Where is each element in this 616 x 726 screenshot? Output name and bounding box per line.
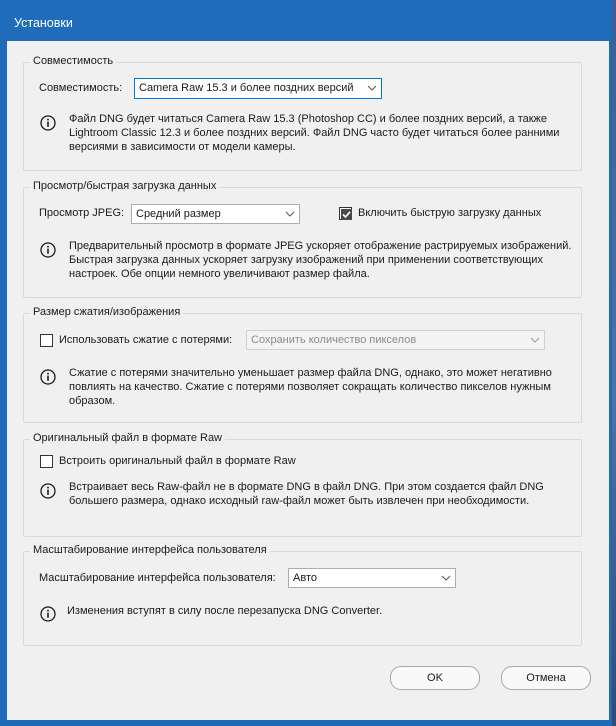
title-bar[interactable] xyxy=(0,0,612,40)
compatibility-select[interactable] xyxy=(134,78,382,99)
checkmark-icon xyxy=(340,208,353,221)
dialog-title: Установки xyxy=(14,16,73,30)
info-icon xyxy=(40,115,56,131)
info-icon xyxy=(40,483,56,499)
ui-scaling-select[interactable] xyxy=(288,568,456,588)
ui-scaling-label: Масштабирование интерфейса пользователя: xyxy=(39,572,276,584)
compatibility-group xyxy=(23,55,582,171)
info-icon xyxy=(40,369,56,385)
compatibility-label: Совместимость: xyxy=(39,82,123,94)
compression-group xyxy=(23,306,582,423)
compatibility-group-label: Совместимость xyxy=(30,55,116,67)
chevron-down-icon xyxy=(367,82,377,94)
compatibility-description xyxy=(69,112,559,154)
fast-load-label[interactable]: Включить быструю загрузку данных xyxy=(358,207,542,219)
compression-description xyxy=(69,366,552,408)
ok-button[interactable]: OK xyxy=(390,666,480,690)
compression-info-line: Сжатие с потерями значительно уменьшает размер файла DNG, однако, это может негативно xyxy=(69,367,552,379)
preview-info-line: Быстрая загрузка данных ускоряет загрузку изображений при применении соответствующих xyxy=(69,254,543,266)
chevron-down-icon xyxy=(285,208,295,220)
ui-scaling-description xyxy=(67,604,382,618)
lossy-compression-checkbox[interactable] xyxy=(40,334,53,347)
cancel-button[interactable]: Отмена xyxy=(501,666,591,690)
lossy-compression-label[interactable]: Использовать сжатие с потерями: xyxy=(59,334,233,346)
ui-scaling-info-line: Изменения вступят в силу после перезапуска DNG Converter. xyxy=(67,605,383,617)
preview-group xyxy=(23,180,582,298)
preview-group-label: Просмотр/быстрая загрузка данных xyxy=(30,180,219,192)
original-raw-group xyxy=(23,432,582,537)
info-icon xyxy=(40,242,56,258)
jpeg-preview-select-value: Средний размер xyxy=(136,208,221,220)
preview-info-line: настроек. Обе опции немного увеличивают размер файла. xyxy=(69,268,370,280)
preview-description xyxy=(69,239,571,281)
compatibility-info-line: Файл DNG будет читаться Camera Raw 15.3 (Photoshop CC) и более поздних версий, а также xyxy=(69,113,548,125)
original-raw-info-line: Встраивает весь Raw-файл не в формате DNG в файл DNG. При этом создается файл DNG xyxy=(69,481,544,493)
preview-info-line: Предварительный просмотр в формате JPEG ускоряет отображение растрируемых изображений. xyxy=(69,240,572,252)
compatibility-select-value: Camera Raw 15.3 и более поздних версий xyxy=(139,82,354,94)
ui-scaling-group-label: Масштабирование интерфейса пользователя xyxy=(30,544,270,556)
ui-scaling-group xyxy=(23,544,582,646)
compression-group-label: Размер сжатия/изображения xyxy=(30,306,183,318)
compatibility-info-line: версиями в зависимости от модели камеры. xyxy=(69,141,296,153)
dialog-client-area xyxy=(7,41,609,720)
compatibility-info-line: Lightroom Classic 12.3 и более поздних версий. Файл DNG часто будет читаться более ранними xyxy=(69,127,560,139)
chevron-down-icon xyxy=(530,334,540,346)
info-icon xyxy=(40,606,56,622)
pixel-count-select-value: Сохранить количество пикселов xyxy=(251,334,417,346)
original-raw-group-label: Оригинальный файл в формате Raw xyxy=(30,432,225,444)
chevron-down-icon xyxy=(441,572,451,584)
fast-load-checkbox[interactable] xyxy=(339,207,352,220)
jpeg-preview-select[interactable] xyxy=(131,204,300,224)
embed-original-label[interactable]: Встроить оригинальный файл в формате Raw xyxy=(59,455,296,467)
compression-info-line: повлиять на качество. Сжатие с потерями позволяет сокращать количество пикселов нужным xyxy=(69,381,551,393)
original-raw-description xyxy=(69,480,544,508)
ui-scaling-select-value: Авто xyxy=(293,572,317,584)
jpeg-preview-label: Просмотр JPEG: xyxy=(39,207,125,219)
embed-original-checkbox[interactable] xyxy=(40,455,53,468)
pixel-count-select[interactable] xyxy=(246,330,545,350)
original-raw-info-line: большего размера, однако исходный raw-файл может быть извлечен при необходимости. xyxy=(69,495,530,507)
compression-info-line: образом. xyxy=(69,395,116,407)
